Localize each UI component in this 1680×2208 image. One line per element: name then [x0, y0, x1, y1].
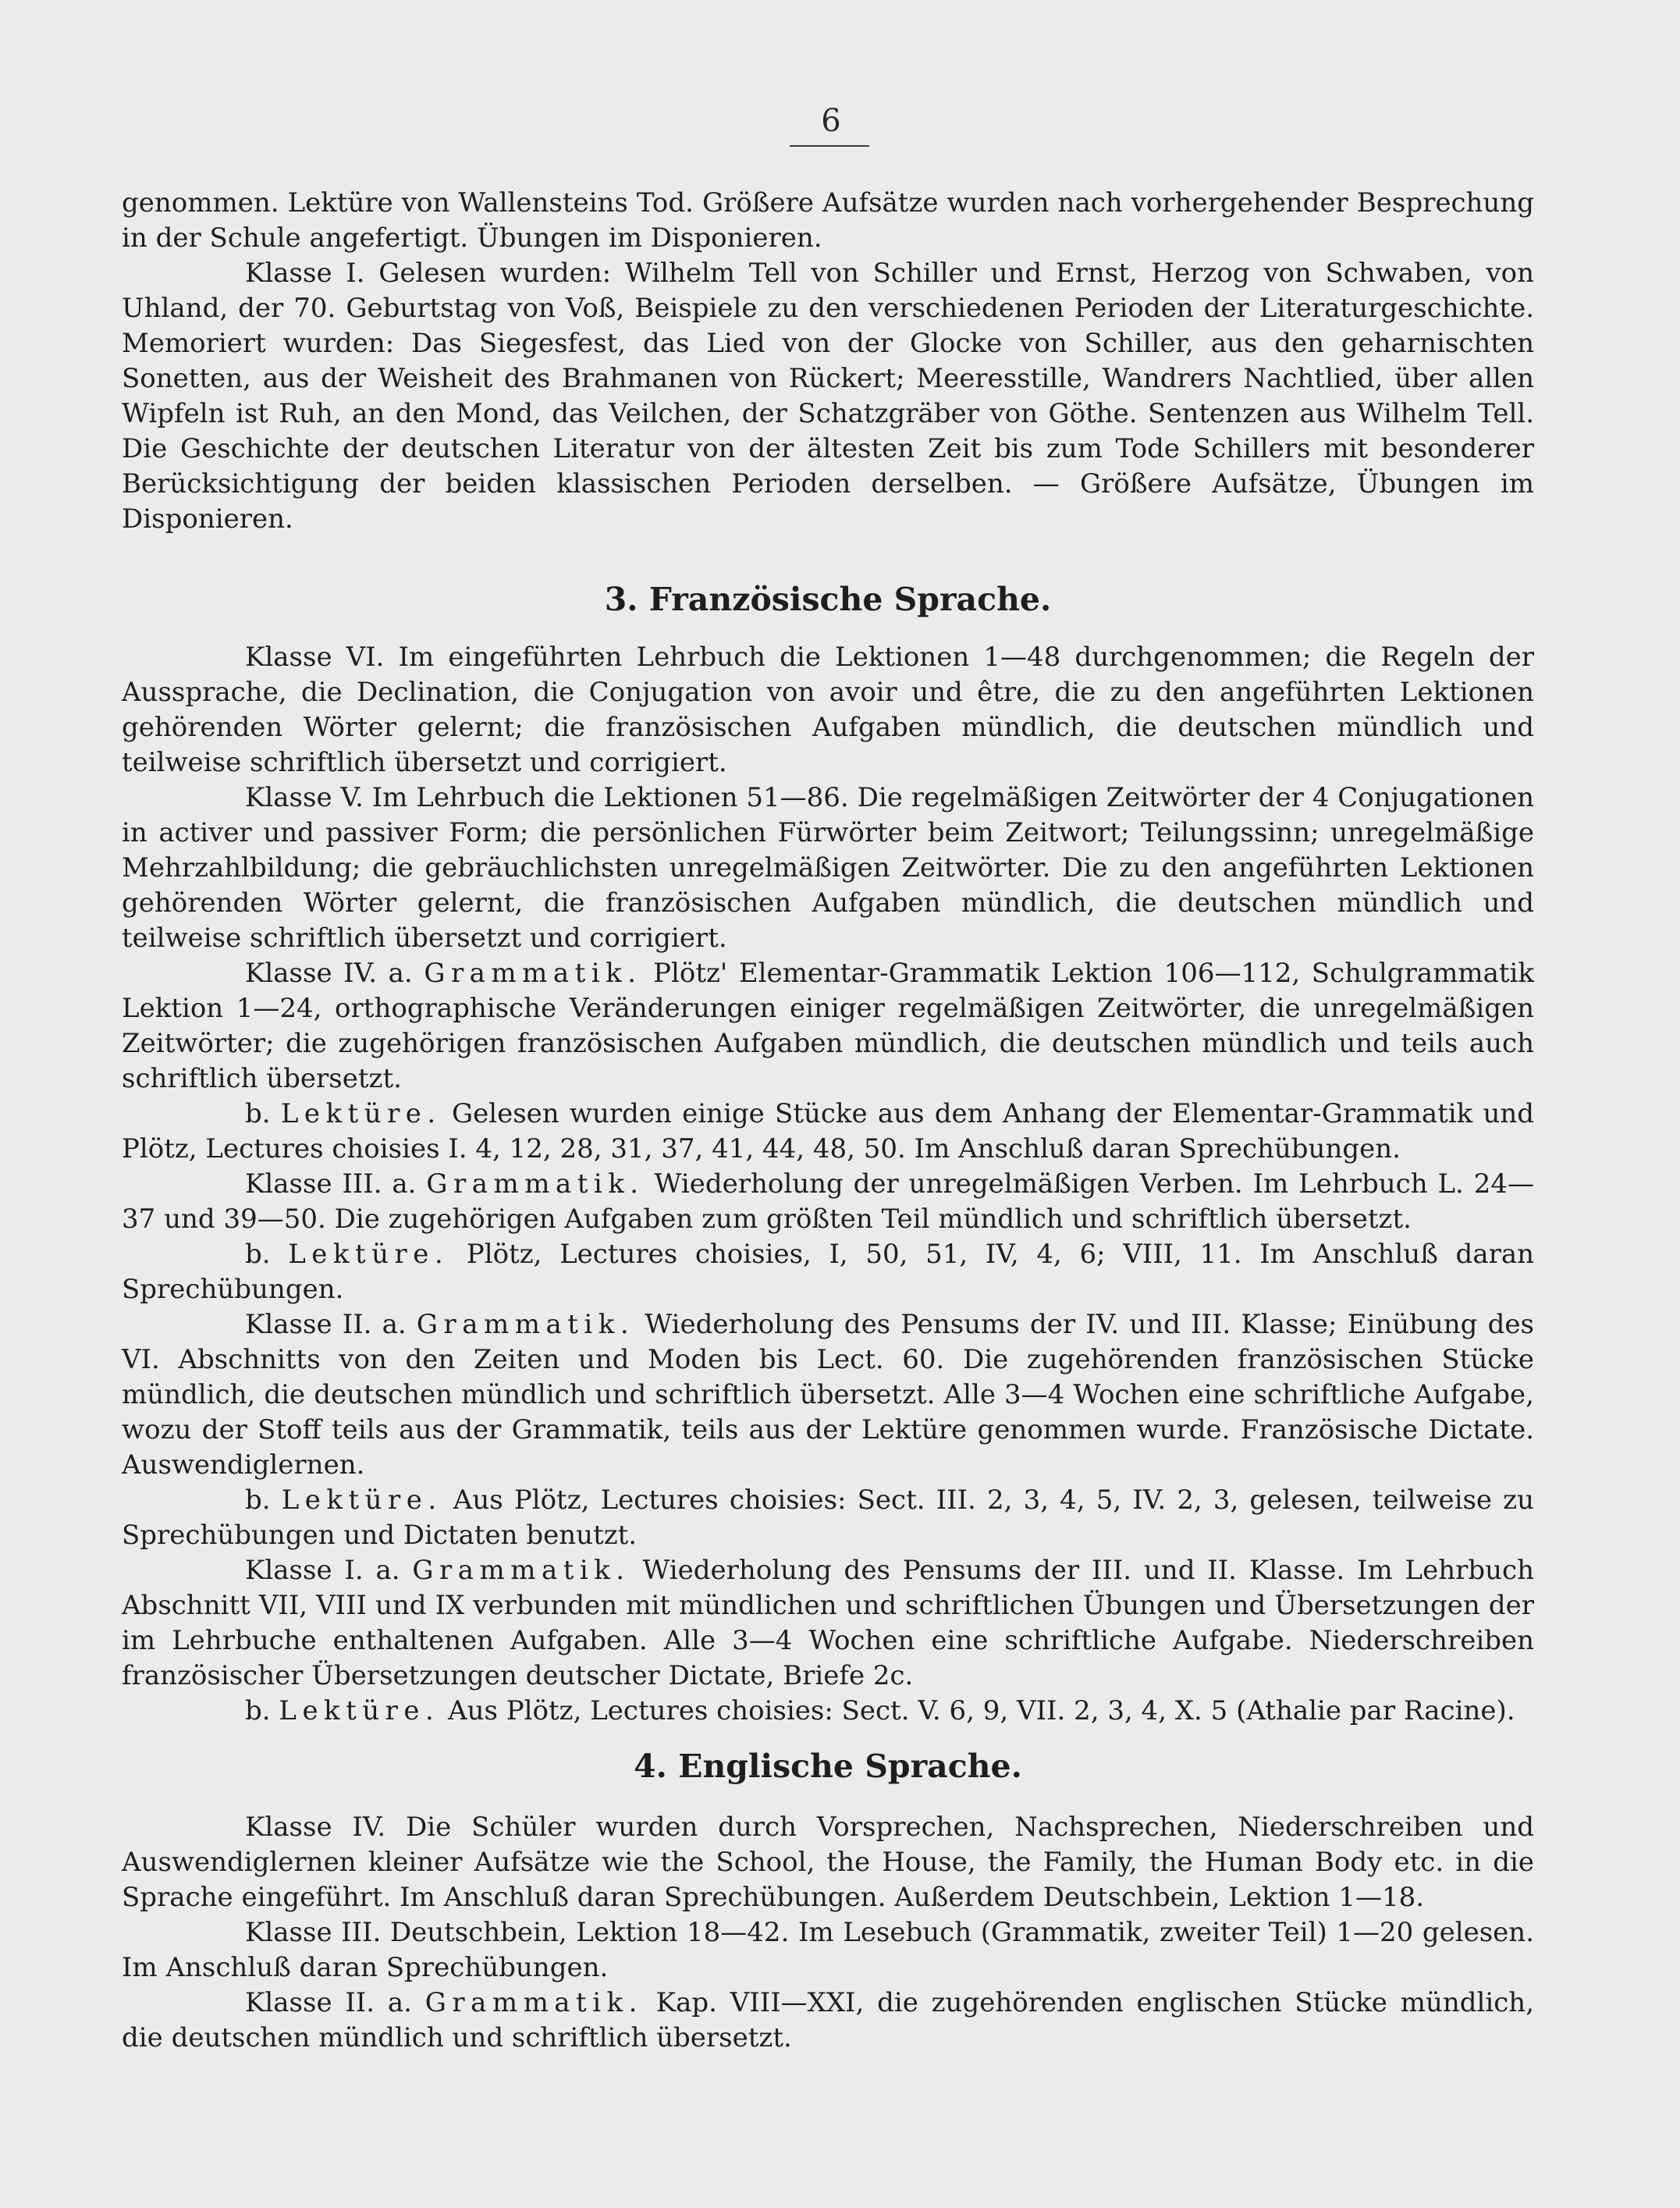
paragraph-english-klasse-iii: Klasse III. Deutschbein, Lektion 18—42. Im Lesebuch (Grammatik, zweiter Teil) 1—20 gelesen. Im Anschluß daran Sprechübungen. — [122, 1917, 1534, 1983]
paragraph-french-klasse-ii-grammatik — [122, 1307, 1534, 1483]
lektuere-prefix: b. — [245, 1484, 271, 1516]
grammatik-label: Grammatik. — [416, 1309, 635, 1340]
lektuere-label: Lektüre. — [279, 1695, 440, 1726]
lektuere-label: Lektüre. — [281, 1484, 442, 1516]
grammatik-text: Kap. VIII—XXI, die zugehörenden englischen Stücke mündlich, die deutschen mündlich und schriftlich übersetzt. — [122, 1987, 1535, 2053]
grammatik-text: Wiederholung der unregelmäßigen Verben. Im Lehrbuch L. 24—37 und 39—50. Die zugehörigen Aufgaben zum größten Teil mündlich und schriftlich übersetzt. — [122, 1168, 1535, 1235]
lektuere-label: Lektüre. — [280, 1098, 442, 1129]
paragraph-continuation: genommen. Lektüre von Wallensteins Tod. Größere Aufsätze wurden nach vorhergehender Besprechung in der Schule angefertigt. Übungen im Disponieren. — [122, 187, 1534, 254]
section-heading-french: 3. Französische Sprache. — [604, 581, 1052, 618]
lektuere-text: Plötz, Lectures choisies, I, 50, 51, IV, 4, 6; VIII, 11. Im Anschluß daran Sprechübungen. — [122, 1239, 1535, 1305]
lektuere-prefix: b. — [245, 1239, 271, 1270]
paragraph-french-klasse-iii-grammatik — [122, 1167, 1534, 1237]
paragraph-english-klasse-iv: Klasse IV. Die Schüler wurden durch Vorsprechen, Nachsprechen, Niederschreiben und Auswendiglernen kleiner Aufsätze wie the School, the House, the Family, the Human Body etc. in die Sprache eingeführt. Im Anschluß daran Sprechübungen. Außerdem Deutschbein, Lektion 1—18. — [122, 1812, 1534, 1913]
klasse-label: Klasse I. a. — [245, 1555, 400, 1586]
paragraph-french-klasse-v: Klasse V. Im Lehrbuch die Lektionen 51—86. Die regelmäßigen Zeitwörter der 4 Conjugationen in activer und passiver Form; die persönlichen Fürwörter beim Zeitwort; Teilungssinn; unregelmäßige Mehrzahlbildung; die gebräuchlichsten unregelmäßigen Zeitwörter. Die zu den angeführten Lektionen gehörenden Wörter gelernt, die französischen Aufgaben mündlich, die deutschen mündlich und teilweise schriftlich übersetzt und corrigiert. — [122, 782, 1534, 954]
grammatik-label: Grammatik. — [412, 1555, 630, 1586]
page-number-rule — [790, 145, 869, 147]
paragraph-french-klasse-iii-lektuere — [122, 1237, 1534, 1307]
lektuere-text: Aus Plötz, Lectures choisies: Sect. III. 2, 3, 4, 5, IV. 2, 3, gelesen, teilweise zu Sprechübungen und Dictaten benutzt. — [122, 1484, 1534, 1551]
paragraph-english-klasse-ii-grammatik — [122, 1986, 1534, 2056]
grammatik-label: Grammatik. — [424, 958, 642, 989]
paragraph-french-klasse-iv-grammatik — [122, 956, 1534, 1097]
paragraph-french-klasse-i-grammatik — [122, 1553, 1534, 1694]
grammatik-text: Plötz' Elementar-Grammatik Lektion 106—112, Schulgrammatik Lektion 1—24, orthographische Veränderungen einiger regelmäßigen Zeitwörter, die unregelmäßigen Zeitwörter; die zugehörigen französischen Aufgaben mündlich, die deutschen mündlich und teils auch schriftlich übersetzt. — [122, 958, 1534, 1094]
lektuere-text: Aus Plötz, Lectures choisies: Sect. V. 6, 9, VII. 2, 3, 4, X. 5 (Athalie par Racine). — [448, 1695, 1515, 1726]
klasse-label: Klasse II. a. — [245, 1987, 412, 2018]
grammatik-text: Wiederholung des Pensums der III. und II. Klasse. Im Lehrbuch Abschnitt VII, VIII und IX verbunden mit mündlichen und schriftlichen Übungen und Übersetzungen der im Lehrbuche enthaltenen Aufgaben. Alle 3—4 Wochen eine schriftliche Aufgabe. Niederschreiben französischer Übersetzungen deutscher Dictate, Briefe 2c. — [122, 1555, 1534, 1691]
body-text — [122, 186, 1534, 2056]
klasse-label: Klasse II. a. — [245, 1309, 407, 1340]
klasse-label: Klasse IV. a. — [245, 958, 413, 989]
paragraph-french-klasse-ii-lektuere — [122, 1483, 1534, 1553]
lektuere-prefix: b. — [245, 1098, 271, 1129]
grammatik-label: Grammatik. — [424, 1987, 643, 2018]
paragraph-french-klasse-i-lektuere — [122, 1694, 1534, 1729]
lektuere-text: Gelesen wurden einige Stücke aus dem Anhang der Elementar-Grammatik und Plötz, Lectures choisies I. 4, 12, 28, 31, 37, 41, 44, 48, 50. Im Anschluß daran Sprechübungen. — [122, 1098, 1535, 1164]
section-heading-english: 4. Englische Sprache. — [634, 1748, 1022, 1785]
page-number: 6 — [821, 103, 841, 139]
grammatik-text: Wiederholung des Pensums der IV. und III. Klasse; Einübung des VI. Abschnitts von den Zeiten und Moden bis Lect. 60. Die zugehörenden französischen Stücke mündlich, die deutschen mündlich und schriftlich übersetzt. Alle 3—4 Wochen eine schriftliche Aufgabe, wozu der Stoff teils aus der Grammatik, teils aus der Lektüre genommen wurde. Französische Dictate. Auswendiglernen. — [122, 1309, 1534, 1481]
lektuere-prefix: b. — [245, 1695, 271, 1726]
paragraph-german-klasse-i: Klasse I. Gelesen wurden: Wilhelm Tell von Schiller und Ernst, Herzog von Schwaben, von Uhland, der 70. Geburtstag von Voß, Beispiele zu den verschiedenen Perioden der Literaturgeschichte. Memoriert wurden: Das Siegesfest, das Lied von der Glocke von Schiller, aus den geharnischten Sonetten, aus der Weisheit des Brahmanen von Rückert; Meeresstille, Wandrers Nachtlied, über allen Wipfeln ist Ruh, an den Mond, das Veilchen, der Schatzgräber von Göthe. Sentenzen aus Wilhelm Tell. Die Geschichte der deutschen Literatur von der ältesten Zeit bis zum Tode Schillers mit besonderer Berücksichtigung der beiden klassischen Perioden derselben. — Größere Aufsätze, Übungen im Disponieren. — [122, 258, 1534, 535]
paragraph-french-klasse-iv-lektuere — [122, 1097, 1534, 1167]
klasse-label: Klasse III. a. — [245, 1168, 417, 1200]
grammatik-label: Grammatik. — [426, 1168, 645, 1200]
paragraph-french-klasse-vi: Klasse VI. Im eingeführten Lehrbuch die Lektionen 1—48 durchgenommen; die Regeln der Aussprache, die Declination, die Conjugation von avoir und être, die zu den angeführten Lektionen gehörenden Wörter gelernt; die französischen Aufgaben mündlich, die deutschen mündlich und teilweise schriftlich übersetzt und corrigiert. — [122, 642, 1534, 778]
lektuere-label: Lektüre. — [288, 1239, 449, 1270]
